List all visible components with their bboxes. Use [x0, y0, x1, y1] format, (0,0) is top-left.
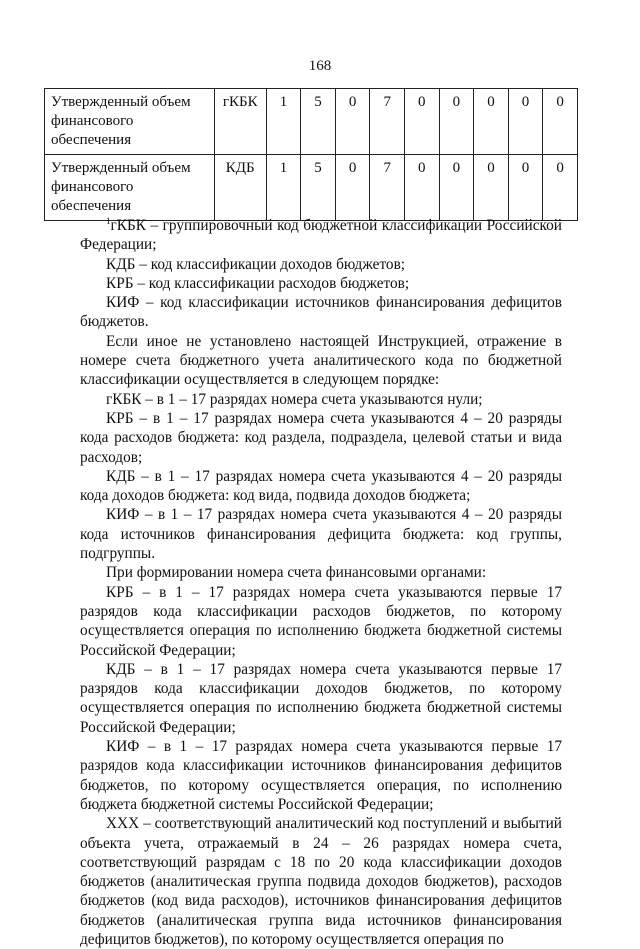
digit-cell: 0: [439, 155, 474, 221]
digit-cell: 0: [335, 89, 370, 155]
footnote-mark: 1: [106, 215, 111, 226]
digit-cell: 0: [543, 89, 578, 155]
paragraph: ХХХ – соответствующий аналитический код поступлений и выбытий объекта учета, отражаемый в 24 – 26 разрядах номера счета, соответствующий разрядам с 18 по 20 кода классификации доходов бюджетов (аналитическая группа подвида доходов бюджетов), расходов бюджетов (код вида расходов), источников финансирования дефицитов бюджетов (аналитическая группа вида источников финансирования дефицитов бюджетов), по которому осуществляется операция по: [80, 815, 562, 948]
digit-cell: 1: [266, 89, 301, 155]
digit-cell: 7: [370, 155, 405, 221]
code-cell: гКБК: [214, 89, 266, 155]
paragraph: КИФ – код классификации источников финансирования дефицитов бюджетов.: [80, 294, 562, 331]
digit-cell: 0: [508, 155, 543, 221]
paragraph: КРБ – в 1 – 17 разрядах номера счета указываются первые 17 разрядов кода классификации расходов бюджетов, по которому осуществляется операция по исполнению бюджета бюджетной системы Российской Федерации;: [80, 583, 562, 659]
digit-cell: 5: [301, 89, 336, 155]
paragraph: КДБ – в 1 – 17 разрядах номера счета указываются первые 17 разрядов кода классификации доходов бюджетов, по которому осуществляется операция по исполнению бюджета бюджетной системы Российской Федерации;: [80, 660, 562, 736]
table-row: [45, 89, 578, 155]
code-cell: КДБ: [214, 155, 266, 221]
digit-cell: 0: [405, 89, 440, 155]
row-label: Утвержденный объем финансового обеспечения: [45, 155, 215, 221]
row-label: Утвержденный объем финансового обеспечения: [45, 89, 215, 155]
digit-cell: 7: [370, 89, 405, 155]
digit-cell: 1: [266, 155, 301, 221]
paragraph: При формировании номера счета финансовыми органами:: [106, 564, 487, 582]
digit-cell: 5: [301, 155, 336, 221]
paragraph: КДБ – в 1 – 17 разрядах номера счета указываются 4 – 20 разряды кода доходов бюджета: код вида, подвида доходов бюджета;: [80, 467, 562, 505]
digit-cell: 0: [543, 155, 578, 221]
paragraph: КРБ – код классификации расходов бюджетов;: [106, 274, 410, 292]
digit-cell: 0: [335, 155, 370, 221]
digit-cell: 0: [508, 89, 543, 155]
paragraph: КИФ – в 1 – 17 разрядах номера счета указываются первые 17 разрядов кода классификации источников финансирования дефицитов бюджетов, по которому осуществляется операция, по исполнению бюджета бюджетной системы Российской Федерации;: [80, 738, 562, 813]
paragraph: КИФ – в 1 – 17 разрядах номера счета указываются 4 – 20 разряды кода источников финансирования дефицита бюджета: код группы, подгруппы.: [80, 506, 562, 563]
digit-cell: 0: [405, 155, 440, 221]
digit-cell: 0: [474, 89, 509, 155]
paragraph: гКБК – в 1 – 17 разрядах номера счета указываются нули;: [106, 390, 483, 408]
digit-cell: 0: [474, 155, 509, 221]
page-number: 168: [308, 58, 332, 74]
body-text: [80, 216, 562, 949]
digit-cell: 0: [439, 89, 474, 155]
paragraph: КДБ – код классификации доходов бюджетов;: [106, 255, 406, 273]
account-code-table: [44, 88, 578, 221]
paragraph-text: гКБК – группировочный код бюджетной классификации Российской Федерации;: [80, 217, 562, 254]
paragraph: [80, 216, 562, 255]
table-row: [45, 155, 578, 221]
paragraph: Если иное не установлено настоящей Инструкцией, отражение в номере счета бюджетного учета аналитического кода по бюджетной классификации осуществляется в следующем порядке:: [80, 332, 562, 389]
paragraph: КРБ – в 1 – 17 разрядах номера счета указываются 4 – 20 разряды кода расходов бюджета: код раздела, подраздела, целевой статьи и вида расходов;: [80, 409, 562, 466]
